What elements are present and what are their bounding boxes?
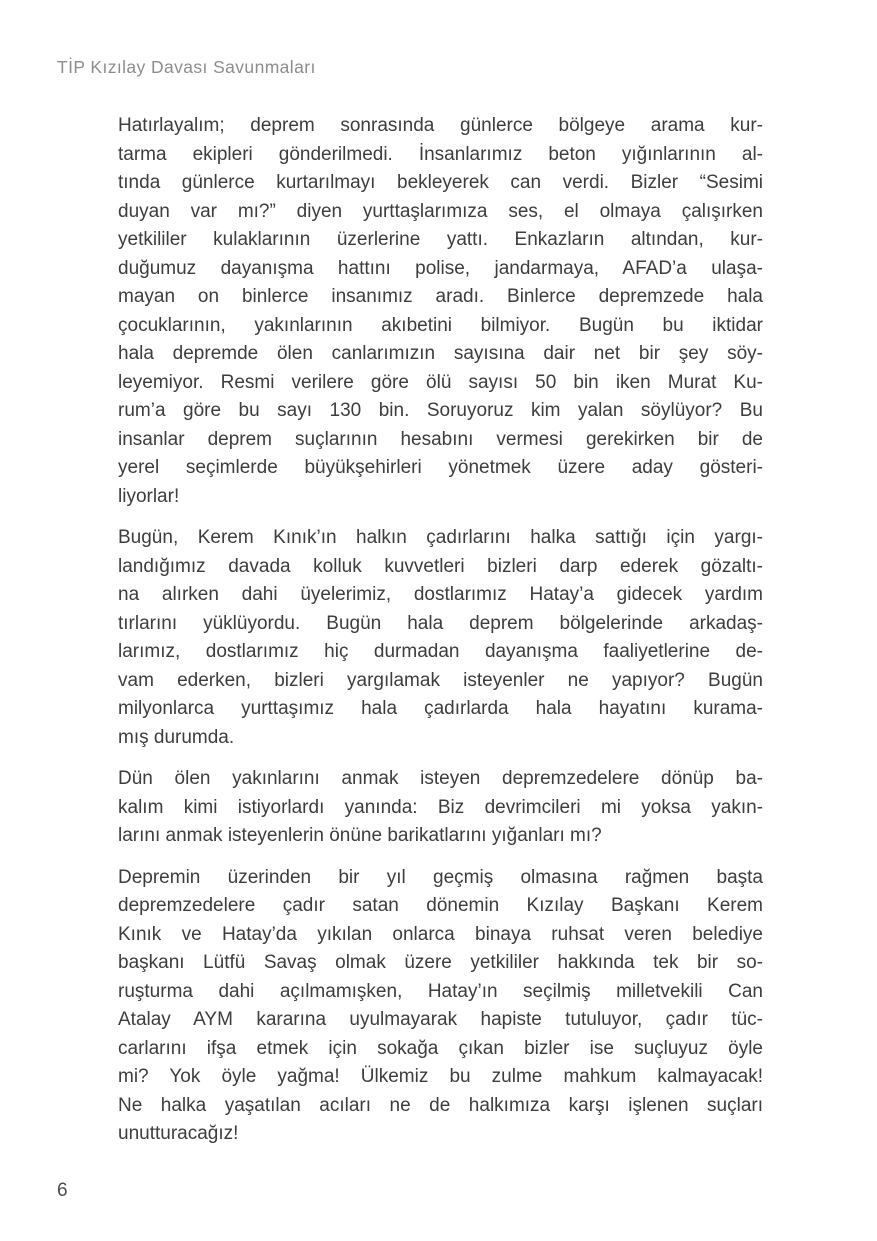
paragraph bbox=[118, 524, 763, 752]
text-line: Depremin üzerinden bir yıl geçmiş olmasına rağmen başta bbox=[118, 866, 763, 888]
text-line: yetkililer kulaklarının üzerlerine yattı. Enkazların altından, kur- bbox=[118, 229, 763, 250]
paragraph bbox=[118, 112, 763, 511]
document-body bbox=[118, 112, 763, 1162]
text-line: mayan on binlerce insanımız aradı. Binlerce depremzede hala bbox=[118, 286, 763, 307]
text-line: larımız, dostlarımız hiç durmadan dayanışma faaliyetlerine de- bbox=[118, 641, 763, 662]
text-line: duyan var mı?” diyen yurttaşlarımıza ses, el olmaya çalışırken bbox=[118, 200, 763, 222]
text-line: tarma ekipleri gönderilmedi. İnsanlarımız beton yığınlarının al- bbox=[118, 143, 763, 165]
text-line: Atalay AYM kararına uyulmayarak hapiste tutuluyor, çadır tüc- bbox=[118, 1009, 763, 1030]
text-line: tında günlerce kurtarılmayı bekleyerek can verdi. Bizler “Sesimi bbox=[118, 172, 763, 193]
text-line: vam ederken, bizleri yargılamak isteyenler ne yapıyor? Bugün bbox=[118, 669, 763, 691]
paragraph bbox=[118, 864, 763, 1149]
text-line: larını anmak isteyenlerin önüne barikatlarını yığanları mı? bbox=[118, 825, 602, 846]
text-line: Ne halka yaşatılan acıları ne de halkımıza karşı işlenen suçları bbox=[118, 1094, 763, 1116]
page-number: 6 bbox=[57, 1180, 68, 1201]
text-line: mış durumda. bbox=[118, 726, 235, 748]
text-line: yerel seçimlerde büyükşehirleri yönetmek üzere aday gösteri- bbox=[118, 457, 763, 478]
text-line: unutturacağız! bbox=[118, 1123, 239, 1144]
text-line: Dün ölen yakınlarını anmak isteyen depremzedelere dönüp ba- bbox=[118, 768, 763, 789]
paragraph bbox=[118, 765, 763, 851]
text-line: kalım kimi istiyorlardı yanında: Biz devrimcileri mi yoksa yakın- bbox=[118, 796, 763, 818]
text-line: leyemiyor. Resmi verilere göre ölü sayısı 50 bin iken Murat Ku- bbox=[118, 371, 763, 393]
text-line: duğumuz dayanışma hattını polise, jandarmaya, AFAD’a ulaşa- bbox=[118, 257, 763, 279]
text-line: başkanı Lütfü Savaş olmak üzere yetkililer hakkında tek bir so- bbox=[118, 952, 763, 973]
text-line: rum’a göre bu sayı 130 bin. Soruyoruz kim yalan söylüyor? Bu bbox=[118, 400, 763, 421]
text-line: mi? Yok öyle yağma! Ülkemiz bu zulme mahkum kalmayacak! bbox=[118, 1066, 763, 1087]
text-line: çocuklarının, yakınlarının akıbetini bilmiyor. Bugün bu iktidar bbox=[118, 314, 763, 336]
text-line: liyorlar! bbox=[118, 485, 180, 507]
text-line: insanlar deprem suçlarının hesabını vermesi gerekirken bir de bbox=[118, 428, 763, 450]
text-line: depremzedelere çadır satan dönemin Kızılay Başkanı Kerem bbox=[118, 895, 763, 916]
text-line: Hatırlayalım; deprem sonrasında günlerce bölgeye arama kur- bbox=[118, 115, 763, 136]
text-line: carlarını ifşa etmek için sokağa çıkan bizler ise suçluyuz öyle bbox=[118, 1037, 763, 1059]
text-line: na alırken dahi üyelerimiz, dostlarımız Hatay’a gidecek yardım bbox=[118, 584, 763, 605]
running-header: TİP Kızılay Davası Savunmaları bbox=[57, 57, 316, 77]
text-line: landığımız davada kolluk kuvvetleri bizleri darp ederek gözaltı- bbox=[118, 555, 763, 577]
text-line: hala depremde ölen canlarımızın sayısına dair net bir şey söy- bbox=[118, 343, 763, 364]
text-line: Bugün, Kerem Kınık’ın halkın çadırlarını halka sattığı için yargı- bbox=[118, 527, 763, 548]
text-line: milyonlarca yurttaşımız hala çadırlarda hala hayatını kurama- bbox=[118, 698, 763, 719]
text-line: tırlarını yüklüyordu. Bugün hala deprem bölgelerinde arkadaş- bbox=[118, 612, 763, 634]
text-line: Kınık ve Hatay’da yıkılan onlarca binaya ruhsat veren belediye bbox=[118, 923, 763, 945]
text-line: ruşturma dahi açılmamışken, Hatay’ın seçilmiş milletvekili Can bbox=[118, 980, 763, 1002]
